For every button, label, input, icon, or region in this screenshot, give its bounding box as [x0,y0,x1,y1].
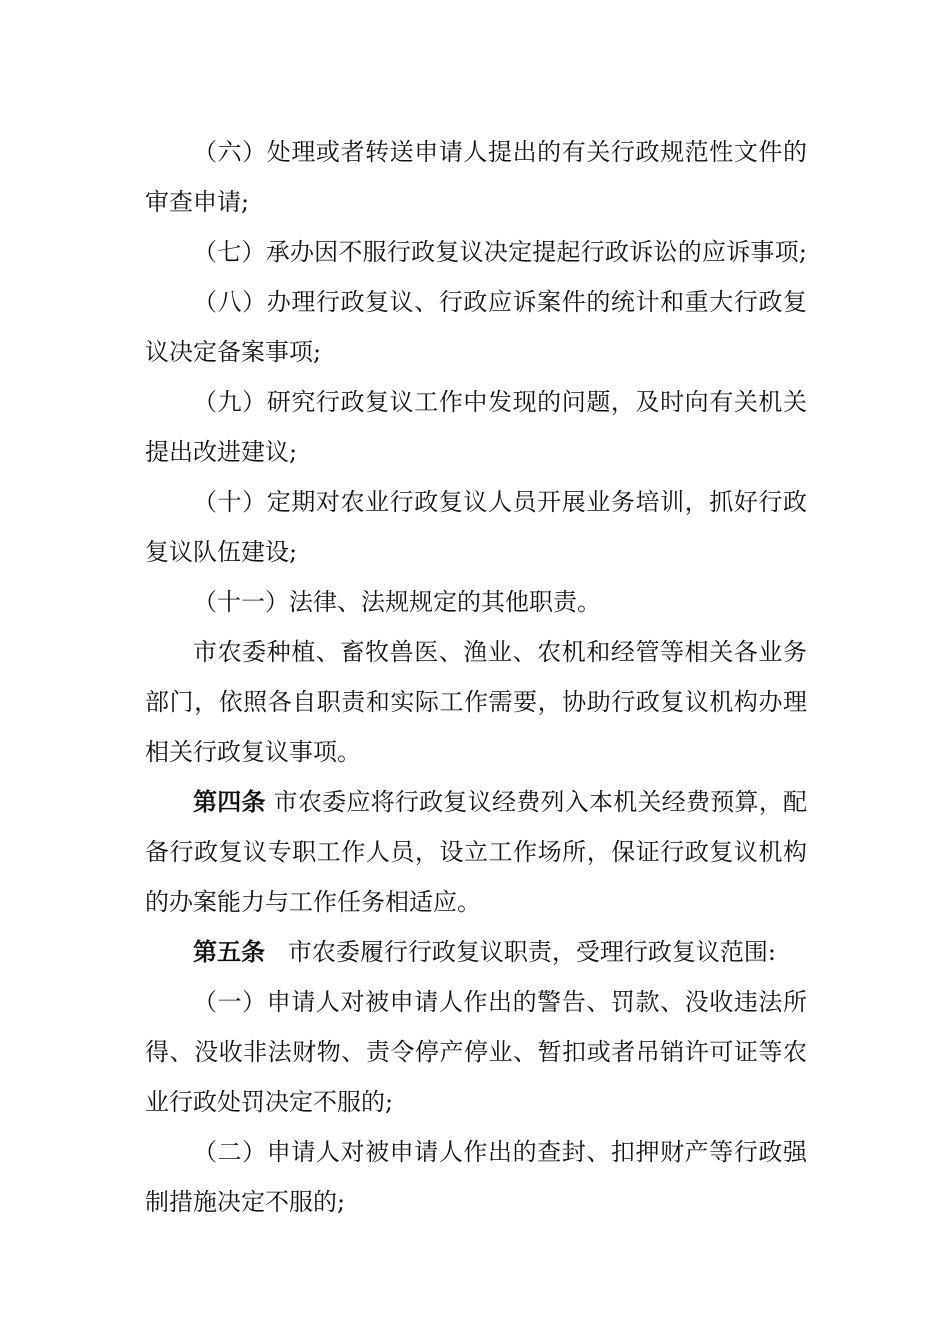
paragraph-item-11-line-1: （十一）法律、法规规定的其他职责。 [193,588,601,616]
paragraph-departments-line-3: 相关行政复议事项。 [145,738,361,766]
paragraph-item-10-line-1: （十）定期对农业行政复议人员开展业务培训，抓好行政 [193,488,807,516]
article-5-text: 市农委履行行政复议职责，受理行政复议范围: [287,938,776,966]
paragraph-departments-line-2: 部门，依照各自职责和实际工作需要，协助行政复议机构办理 [145,688,807,716]
paragraph-scope-2-line-2: 制措施决定不服的; [145,1188,346,1216]
paragraph-item-7-line-1: （七）承办因不服行政复议决定提起行政诉讼的应诉事项; [193,238,807,266]
article-4-heading: 第四条 [193,788,266,816]
paragraph-item-6-line-2: 审查申请; [145,188,250,216]
article-4-line-3: 的办案能力与工作任务相适应。 [145,888,481,916]
article-4-line-2: 备行政复议专职工作人员，设立工作场所，保证行政复议机构 [145,838,807,866]
paragraph-departments-line-1: 市农委种植、畜牧兽医、渔业、农机和经管等相关各业务 [193,638,807,666]
article-5-line-1 [193,936,807,968]
paragraph-item-8-line-1: （八）办理行政复议、行政应诉案件的统计和重大行政复 [193,288,807,316]
paragraph-scope-2-line-1: （二）申请人对被申请人作出的查封、扣押财产等行政强 [193,1138,807,1166]
paragraph-item-9-line-2: 提出改进建议; [145,438,298,466]
paragraph-item-10-line-2: 复议队伍建设; [145,538,298,566]
paragraph-item-9-line-1: （九）研究行政复议工作中发现的问题，及时向有关机关 [193,388,807,416]
article-5-heading: 第五条 [193,938,265,966]
paragraph-item-6-line-1: （六）处理或者转送申请人提出的有关行政规范性文件的 [193,138,807,166]
paragraph-scope-1-line-2: 得、没收非法财物、责令停产停业、暂扣或者吊销许可证等农 [145,1038,807,1066]
paragraph-item-8-line-2: 议决定备案事项; [145,338,322,366]
article-4-line-1 [193,786,807,818]
article-4-text: 市农委应将行政复议经费列入本机关经费预算，配 [273,788,807,816]
paragraph-scope-1-line-1: （一）申请人对被申请人作出的警告、罚款、没收违法所 [193,988,807,1016]
paragraph-scope-1-line-3: 业行政处罚决定不服的; [145,1088,394,1116]
